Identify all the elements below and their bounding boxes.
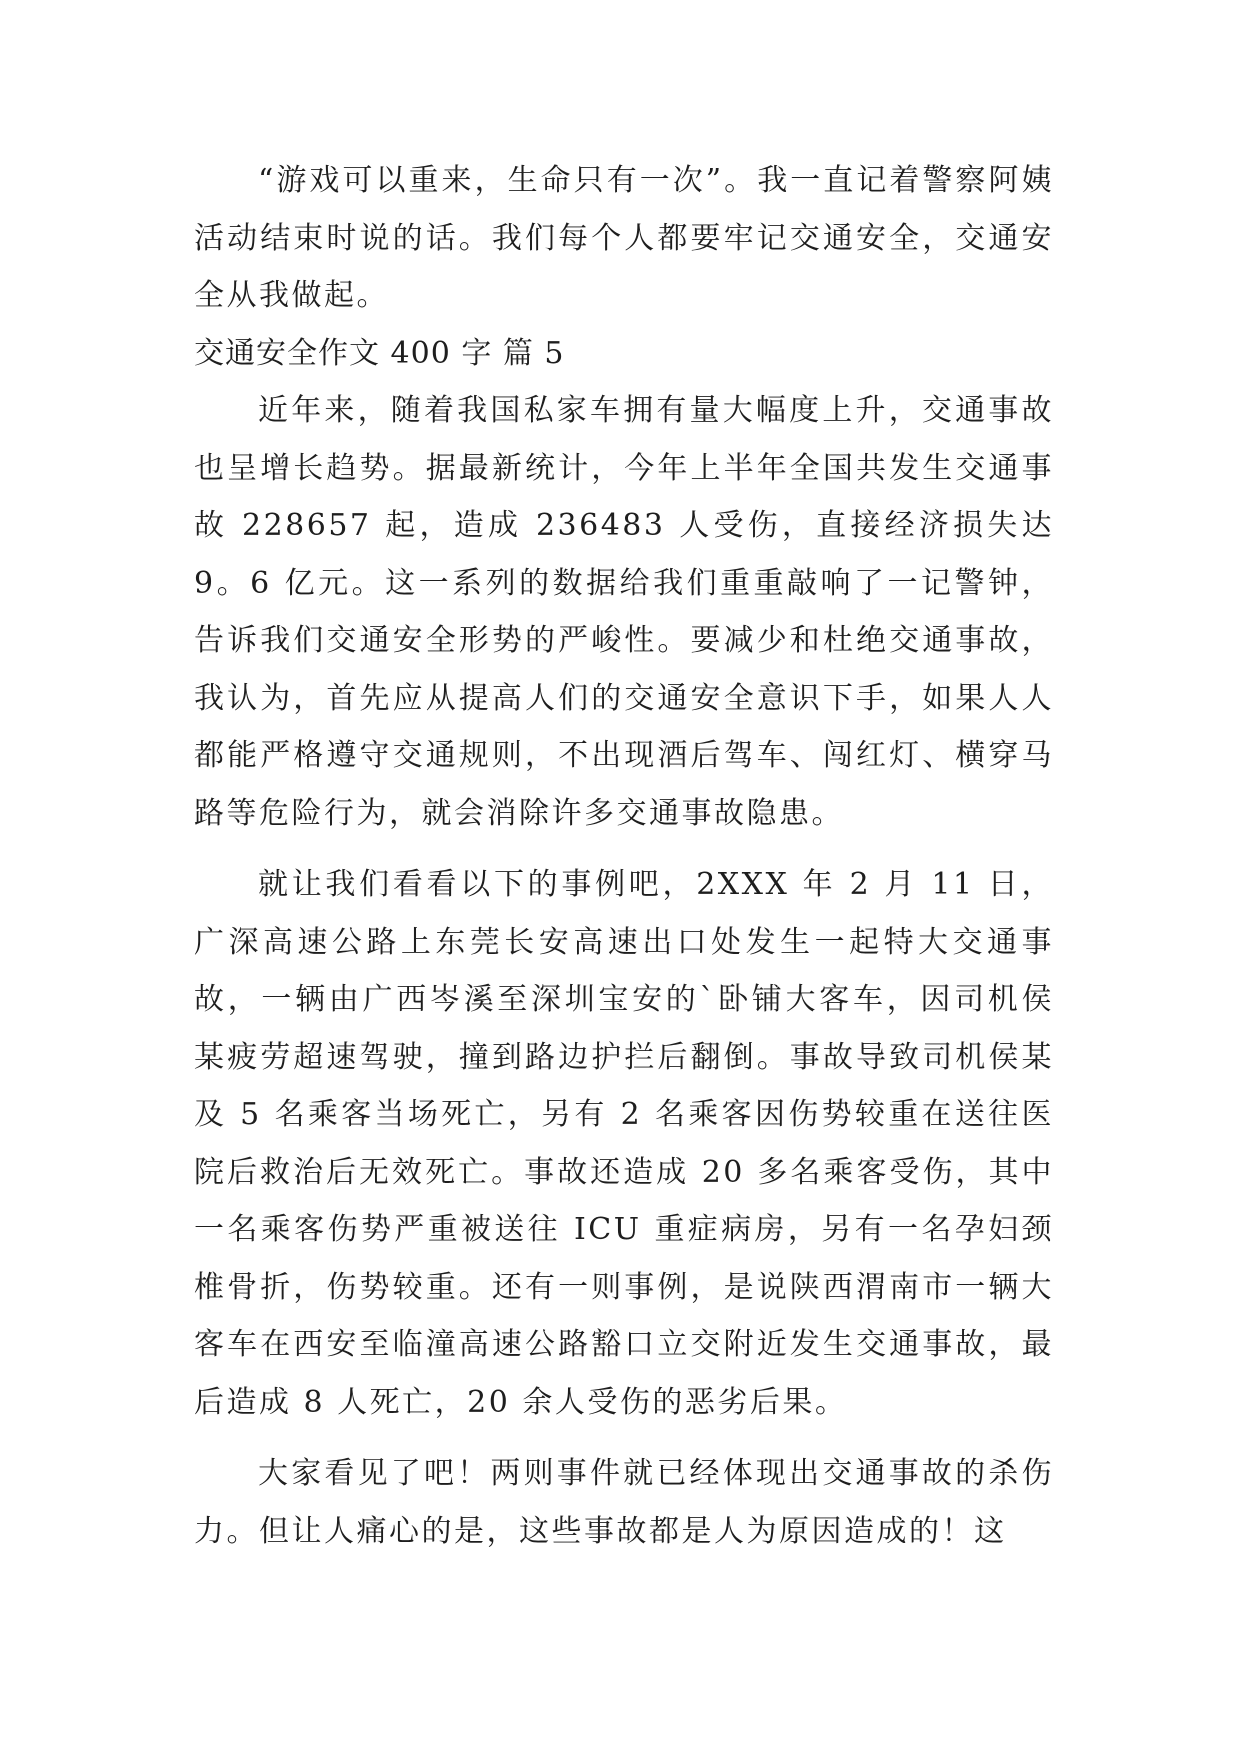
paragraph-2: 就让我们看看以下的事例吧，2XXX 年 2 月 11 日，广深高速公路上东莞长安高速出口处发生一起特大交通事故，一辆由广西岑溪至深圳宝安的`卧铺大客车，因司机侯某疲劳超速驾驶，撞到路边护拦后翻倒。事故导致司机侯某及 5 名乘客当场死亡，另有 2 名乘客因伤势较重在送往医院后救治后无效死亡。事故还造成 20 多名乘客受伤，其中一名乘客伤势严重被送往 ICU 重症病房，另有一名孕妇颈椎骨折，伤势较重。还有一则事例，是说陕西渭南市一辆大客车在西安至临潼高速公路豁口立交附近发生交通事故，最后造成 8 人死亡，20 余人受伤的恶劣后果。 [194, 867, 1054, 1420]
paragraph-3: 大家看见了吧！两则事件就已经体现出交通事故的杀伤力。但让人痛心的是，这些事故都是人为原因造成的！这 [194, 1456, 1054, 1549]
section-heading: 交通安全作文 400 字 篇 5 [194, 335, 565, 371]
document-body [194, 152, 1054, 1560]
paragraph-1: 近年来，随着我国私家车拥有量大幅度上升，交通事故也呈增长趋势。据最新统计，今年上半年全国共发生交通事故 228657 起，造成 236483 人受伤，直接经济损失达 9。6 亿元。这一系列的数据给我们重重敲响了一记警钟，告诉我们交通安全形势的严峻性。要减少和杜绝交通事故，我认为，首先应从提高人们的交通安全意识下手，如果人人都能严格遵守交通规则，不出现酒后驾车、闯红灯、横穿马路等危险行为，就会消除许多交通事故隐患。 [194, 393, 1054, 831]
paragraph-intro-end: “游戏可以重来，生命只有一次”。我一直记着警察阿姨活动结束时说的话。我们每个人都要牢记交通安全，交通安全从我做起。 [194, 163, 1054, 313]
